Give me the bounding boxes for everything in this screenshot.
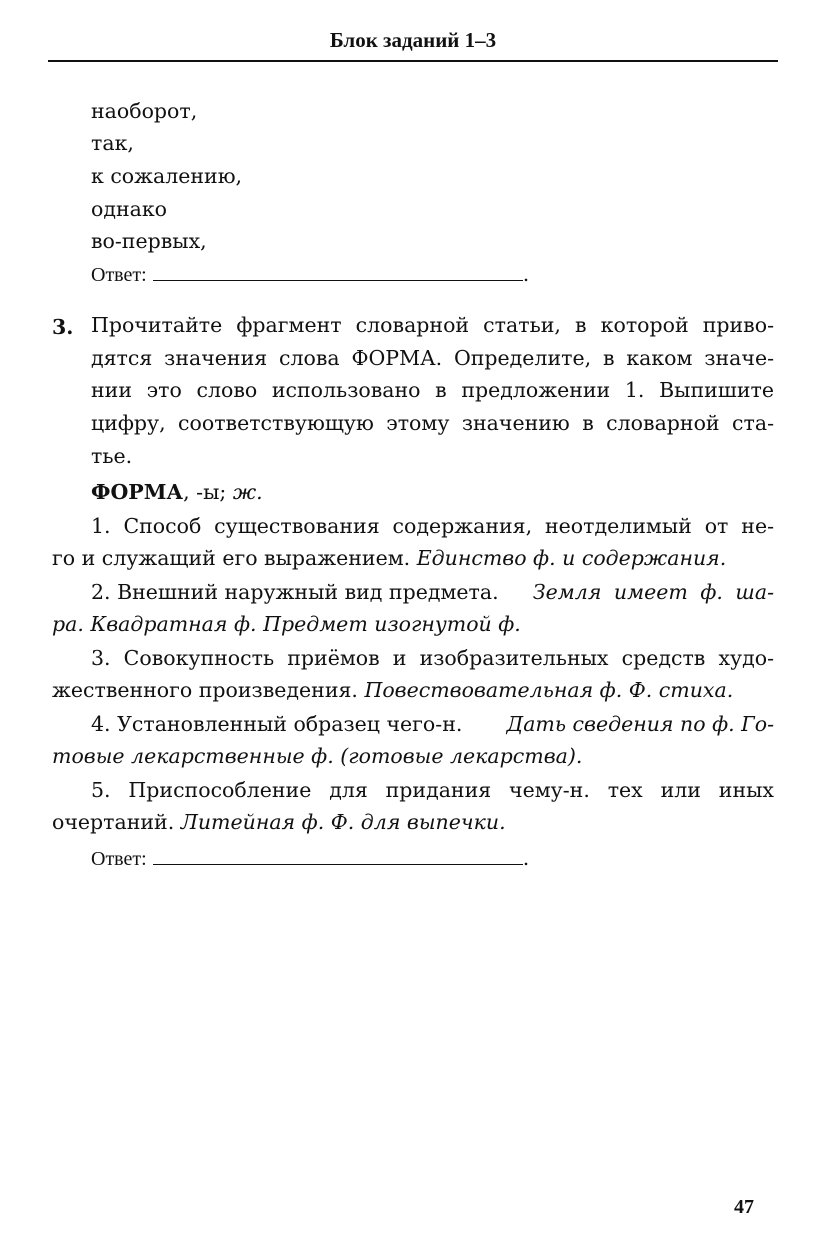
answer-period: . [522, 846, 530, 870]
page-header-title: Блок заданий 1–3 [329, 28, 497, 52]
entry-example: Литейная ф. Ф. для выпечки. [180, 810, 506, 834]
entry-text: очертаний. [52, 810, 181, 834]
answer-period: . [522, 262, 530, 286]
list-item: однако [91, 197, 168, 221]
page-number: 47 [734, 1196, 754, 1218]
dictionary-entry-line [91, 582, 774, 603]
task-text-line: дятся значения слова ФОРМА. Определите, в каком значе- [91, 346, 774, 370]
dictionary-entry-line: товые лекарственные ф. (готовые лекарства). [52, 744, 583, 768]
dictionary-entry-line [52, 812, 506, 833]
task-text-line: нии это слово использовано в предложении 1. Выпишите [91, 378, 774, 402]
task-text-line: Прочитайте фрагмент словарной статьи, в которой приво- [91, 313, 774, 337]
dictionary-entry-line [91, 714, 774, 735]
list-item: так, [91, 131, 134, 155]
dictionary-entry-line: 3. Совокупность приёмов и изобразительных средств худо- [91, 646, 774, 670]
task-text-line: тье. [91, 444, 133, 468]
entry-example: Земля имеет ф. ша- [532, 580, 774, 604]
entry-example: Дать сведения по ф. Го- [506, 712, 774, 736]
answer-row-1 [91, 264, 529, 285]
answer-label: Ответ: [91, 848, 147, 870]
task-number: 3. [52, 315, 74, 339]
dictionary-entry-line: ра. Квадратная ф. Предмет изогнутой ф. [52, 612, 521, 636]
answer-row-2 [91, 848, 529, 869]
task-text-line: цифру, соответствующую этому значению в словарной ста- [91, 411, 774, 435]
dictionary-grammar: , -ы; [183, 480, 233, 504]
dictionary-entry-line [52, 680, 733, 701]
entry-text: 2. Внешний наружный вид предмета. [91, 580, 499, 604]
entry-text: го и служащий его выражением. [52, 546, 417, 570]
entry-text: жественного произведения. [52, 678, 365, 702]
answer-field[interactable] [153, 850, 523, 865]
entry-example: Повествовательная ф. Ф. стиха. [364, 678, 734, 702]
entry-example: Единство ф. и содержания. [416, 546, 727, 570]
answer-field[interactable] [153, 266, 523, 281]
dictionary-entry-line: 1. Способ существования содержания, неотделимый от не- [91, 514, 774, 538]
dictionary-entry-line: 5. Приспособление для придания чему-н. тех или иных [91, 778, 774, 802]
dictionary-headword: ФОРМА [91, 480, 184, 504]
header-divider [48, 60, 778, 62]
dictionary-gender: ж. [232, 480, 263, 504]
dictionary-entry-line [52, 548, 726, 569]
entry-text: 4. Установленный образец чего-н. [91, 712, 463, 736]
list-item: во-первых, [91, 229, 207, 253]
answer-label: Ответ: [91, 264, 147, 286]
list-item: к сожалению, [91, 164, 243, 188]
list-item: наоборот, [91, 99, 198, 123]
dictionary-headword-line [91, 482, 263, 503]
